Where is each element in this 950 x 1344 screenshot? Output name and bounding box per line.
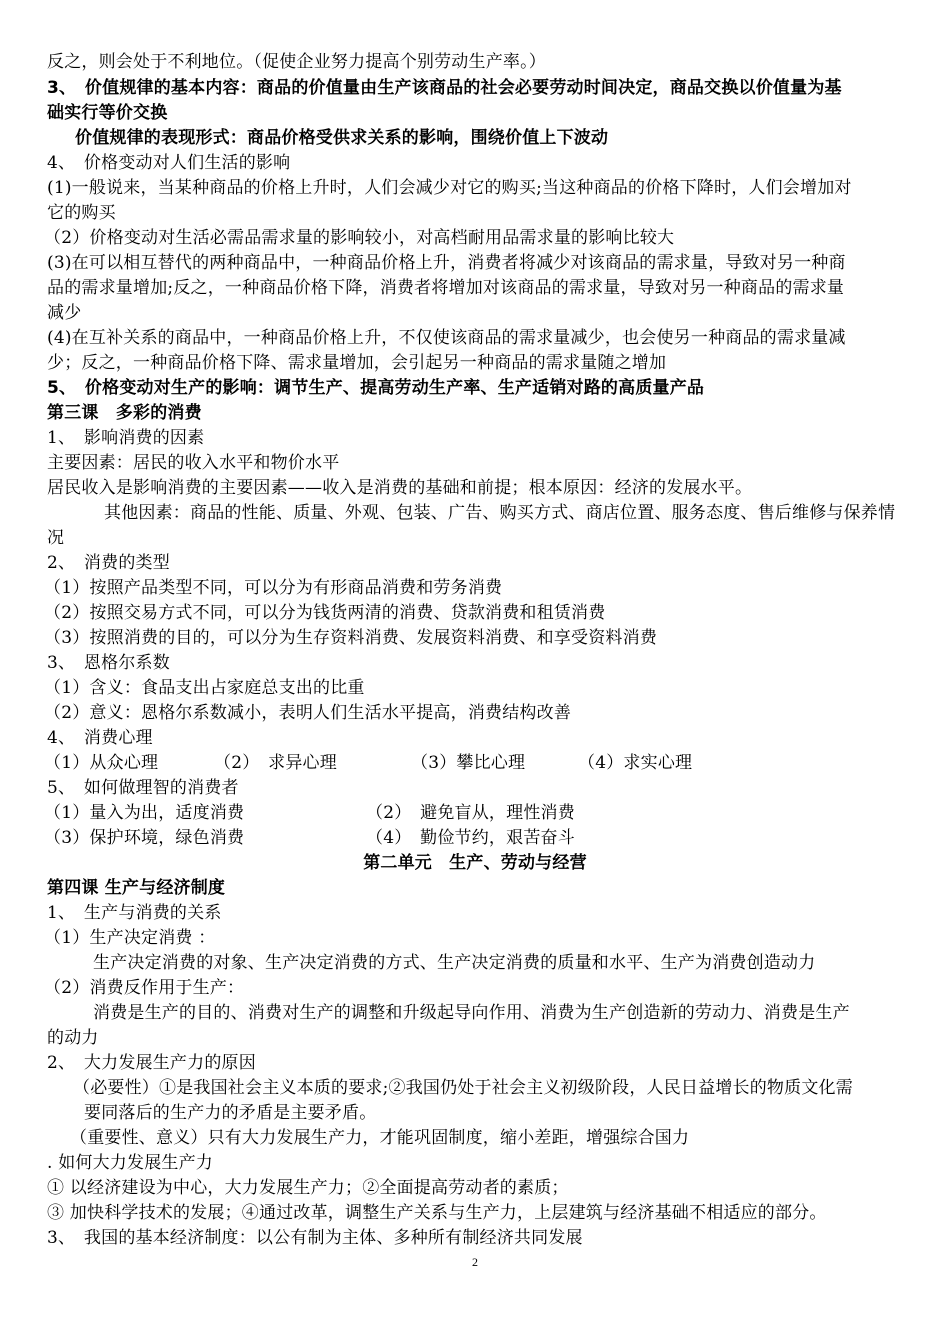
unit-title: 第二单元 生产、劳动与经营 xyxy=(363,853,587,873)
text-line: 5、 价格变动对生产的影响：调节生产、提高劳动生产率、生产适销对路的高质量产品 xyxy=(47,378,705,398)
text-line: 1、 生产与消费的关系 xyxy=(47,903,222,923)
text-line: 5、 如何做理智的消费者 xyxy=(47,778,239,798)
list-item: （3）攀比心理 xyxy=(411,753,526,773)
text-line: （必要性）①是我国社会主义本质的要求;②我国仍处于社会主义初级阶段，人民日益增长的物质文化需 xyxy=(73,1078,853,1098)
text-line: （1）含义：食品支出占家庭总支出的比重 xyxy=(44,678,365,698)
text-line: （2）按照交易方式不同，可以分为钱货两清的消费、贷款消费和租赁消费 xyxy=(44,603,606,623)
text-line: 主要因素：居民的收入水平和物价水平 xyxy=(47,453,340,473)
list-item: （2） 求异心理 xyxy=(214,753,337,773)
page-number: 2 xyxy=(472,1255,478,1269)
text-line: 居民收入是影响消费的主要因素——收入是消费的基础和前提；根本原因：经济的发展水平。 xyxy=(47,478,753,498)
text-line: 其他因素：商品的性能、质量、外观、包装、广告、购买方式、商店位置、服务态度、售后维修与保养情 xyxy=(104,503,896,523)
text-line: (3)在可以相互替代的两种商品中，一种商品价格上升，消费者将减少对该商品的需求量，导致对另一种商 xyxy=(47,253,846,273)
text-line: (4)在互补关系的商品中，一种商品价格上升，不仅使该商品的需求量减少，也会使另一种商品的需求量减 xyxy=(47,328,846,348)
text-line: 3、 我国的基本经济制度：以公有制为主体、多种所有制经济共同发展 xyxy=(47,1228,583,1248)
list-item: （1）量入为出，适度消费 xyxy=(44,803,245,823)
text-line: 消费是生产的目的、消费对生产的调整和升级起导向作用、消费为生产创造新的劳动力、消费是生产 xyxy=(93,1003,850,1023)
text-line: 反之，则会处于不利地位。（促使企业努力提高个别劳动生产率。） xyxy=(47,52,546,72)
text-line: （重要性、意义）只有大力发展生产力，才能巩固制度，缩小差距，增强综合国力 xyxy=(70,1128,690,1148)
text-line: （1）按照产品类型不同，可以分为有形商品消费和劳务消费 xyxy=(44,578,503,598)
text-line: （2）意义：恩格尔系数减小，表明人们生活水平提高，消费结构改善 xyxy=(44,703,572,723)
list-item: （1）从众心理 xyxy=(44,753,159,773)
text-line: （3）按照消费的目的，可以分为生存资料消费、发展资料消费、和享受资料消费 xyxy=(44,628,658,648)
list-item: （3）保护环境，绿色消费 xyxy=(44,828,245,848)
text-line: 的动力 xyxy=(47,1028,99,1048)
text-line: (1)一般说来，当某种商品的价格上升时，人们会减少对它的购买;当这种商品的价格下降时，人们会增加对 xyxy=(47,178,852,198)
text-line: 4、 价格变动对人们生活的影响 xyxy=(47,153,291,173)
section-heading: 第四课 生产与经济制度 xyxy=(47,878,226,898)
text-line: 要同落后的生产力的矛盾是主要矛盾。 xyxy=(84,1103,377,1123)
text-line: （2）价格变动对生活必需品需求量的影响较小，对高档耐用品需求量的影响比较大 xyxy=(44,228,675,248)
list-item: （2） 避免盲从，理性消费 xyxy=(366,803,575,823)
text-line: 4、 消费心理 xyxy=(47,728,153,748)
text-line: 2、 消费的类型 xyxy=(47,553,170,573)
text-line: 生产决定消费的对象、生产决定消费的方式、生产决定消费的质量和水平、生产为消费创造动力 xyxy=(93,953,816,973)
text-line: 3、 恩格尔系数 xyxy=(47,653,170,673)
text-line: 况 xyxy=(47,528,65,548)
text-line: ③ 加快科学技术的发展；④通过改革，调整生产关系与生产力，上层建筑与经济基础不相适应的部分。 xyxy=(47,1203,827,1223)
text-line: 价值规律的表现形式：商品价格受供求关系的影响，围绕价值上下波动 xyxy=(75,128,609,148)
text-line: 它的购买 xyxy=(47,203,116,223)
section-heading: 第三课 多彩的消费 xyxy=(47,403,202,423)
text-line: 础实行等价交换 xyxy=(47,103,168,123)
text-line: 少；反之，一种商品价格下降、需求量增加，会引起另一种商品的需求量随之增加 xyxy=(47,353,667,373)
list-item: （4） 勤俭节约，艰苦奋斗 xyxy=(366,828,575,848)
text-line: . 如何大力发展生产力 xyxy=(47,1153,214,1173)
text-line: 品的需求量增加;反之，一种商品价格下降，消费者将增加对该商品的需求量，导致对另一种商品的需求量 xyxy=(47,278,845,298)
text-line: 3、 价值规律的基本内容：商品的价值量由生产该商品的社会必要劳动时间决定，商品交换以价值量为基 xyxy=(47,78,842,98)
text-line: 2、 大力发展生产力的原因 xyxy=(47,1053,256,1073)
text-line: （1）生产决定消费 ： xyxy=(44,928,216,948)
text-line: （2）消费反作用于生产： xyxy=(44,978,245,998)
text-line: 1、 影响消费的因素 xyxy=(47,428,205,448)
text-line: 减少 xyxy=(47,303,82,323)
text-line: ① 以经济建设为中心，大力发展生产力；②全面提高劳动者的素质； xyxy=(47,1178,569,1198)
list-item: （4）求实心理 xyxy=(578,753,693,773)
